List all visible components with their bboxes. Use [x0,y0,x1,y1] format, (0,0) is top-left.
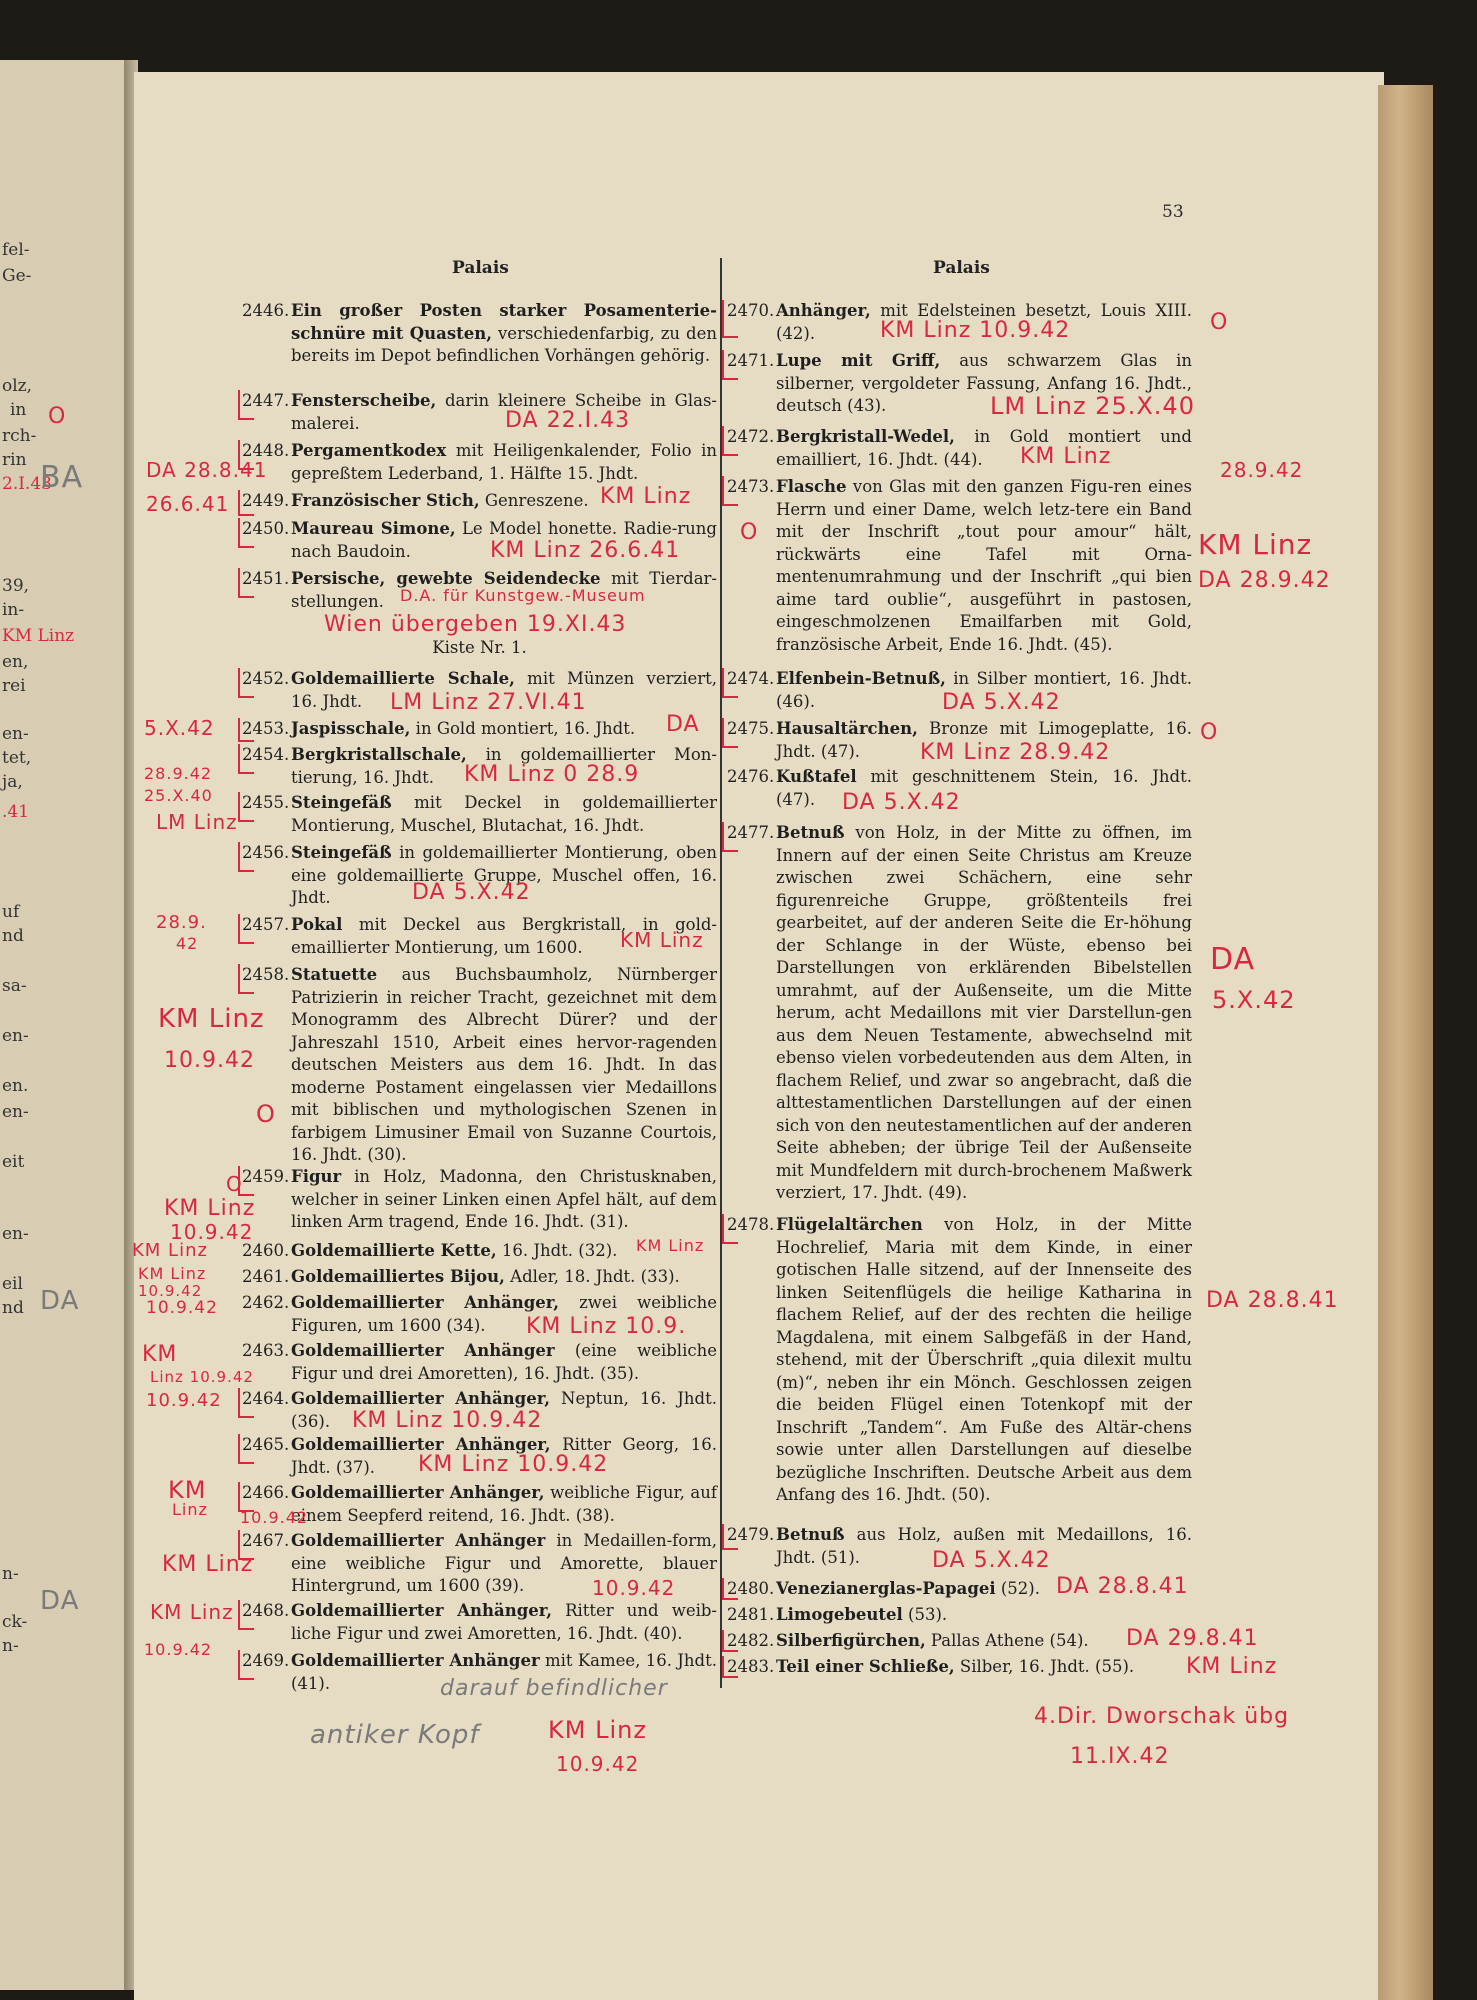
entry-text: von Glas mit den ganzen Figu-ren eines Herrn und einer Dame, welch letz-tere ein Band mit der Inschrift „tout pour amour“ hält, rückwärts eine Tafel mit Orna-mentenumrahmung und der Inschrift „qui bien aime tard oublie“, ausgeführt in pastosen, eingeschmolzenen Emailfarben mit Gold, französische Arbeit, Ende 16. Jhdt. (45). [776,477,1192,654]
entry-text: mit Edelsteinen besetzt, Louis XIII. (42). [776,301,1192,343]
entry-number: 2475. [727,719,775,738]
entry-number: 2448. [242,441,290,460]
handwritten-annotation: DA 28.8.41 [146,458,268,482]
entry-number: 2462. [242,1293,290,1312]
handwritten-annotation: 10.9.42 [240,1508,309,1527]
handwritten-annotation: DA 29.8.41 [1126,1626,1259,1651]
entry-number: 2471. [727,351,775,370]
entry-title: Goldemaillierte Kette, [291,1241,497,1260]
entry-number: 2472. [727,427,775,446]
handwritten-annotation: KM Linz 28.9.42 [920,740,1111,765]
entry-text: in goldemaillierter Mon-tierung, 16. Jhdt. [291,745,717,787]
left-page-text: en- [2,1224,29,1244]
entry-text: Le Model honette. Radie-rung nach Baudoin. [291,519,717,561]
entry-text: Ritter Georg, 16. Jhdt. (37). [291,1435,718,1477]
entry-number: 2446. [242,301,290,320]
entry-text: mit Kamee, 16. Jhdt. (41). [291,1651,717,1693]
entry-title: Betnuß [776,823,845,842]
entry-title: Venezianerglas-Papagei [776,1579,996,1598]
handwritten-annotation: 10.9.42 [556,1752,640,1776]
handwritten-annotation: 4.Dir. Dworschak übg [1034,1704,1290,1729]
left-page-text: n- [2,1564,19,1584]
margin-bracket [238,718,254,742]
entry-title: Betnuß [776,1525,845,1544]
entry-number: 2478. [727,1215,775,1234]
left-page-annotation: 2.I.43 [2,474,52,494]
entry-title: Goldemaillierter Anhänger, [291,1435,551,1454]
circle-mark: O [1210,310,1229,335]
entry-text: mit geschnittenem Stein, 16. Jhdt. (47). [776,767,1192,809]
handwritten-annotation: 5.X.42 [1212,986,1296,1014]
entry-number: 2455. [242,793,290,812]
margin-bracket [238,1650,254,1680]
entry-number: 2477. [727,823,775,842]
handwritten-annotation: DA 5.X.42 [942,690,1061,715]
entry-title: Ein großer Posten starker Posamenterie-schnüre mit Quasten, [291,301,717,343]
entry-text: Adler, 18. Jhdt. (33). [504,1267,680,1286]
page-number: 53 [1162,202,1184,222]
margin-bracket [238,964,254,994]
entry-number: 2459. [242,1167,290,1186]
entry-text: in Silber montiert, 16. Jhdt. (46). [776,669,1192,711]
entry-text: weibliche Figur, auf einem Seepferd reitend, 16. Jhdt. (38). [291,1483,717,1525]
entry-number: 2467. [242,1531,290,1550]
entry-text: mit Heiligenkalender, Folio in gepreßtem Lederband, 1. Hälfte 15. Jhdt. [291,441,717,483]
left-page-text: eil [2,1274,23,1294]
left-page-annotation: .41 [2,802,30,822]
entry-title: Pergamentkodex [291,441,447,460]
margin-bracket [238,518,254,548]
handwritten-annotation: KM Linz 10.9.42 [880,318,1071,343]
handwritten-annotation: DA [666,712,700,737]
entry-title: Goldemaillierte Schale, [291,669,515,688]
entry-number: 2482. [727,1631,775,1650]
entry-number: 2460. [242,1241,290,1260]
margin-bracket [722,668,738,698]
margin-bracket [238,842,254,872]
entry-title: Limogebeutel [776,1605,903,1624]
pencil-annotation: darauf befindlicher [440,1676,668,1701]
entry-text: Pallas Athene (54). [925,1631,1089,1650]
entry-title: Goldemaillierter Anhänger, [291,1601,552,1620]
entry-text: Genreszene. [479,491,589,510]
handwritten-annotation: KM Linz 0 28.9 [464,762,640,787]
left-page-text: en. [2,1076,29,1096]
entry-title: Kußtafel [776,767,857,786]
handwritten-annotation: LM Linz 27.VI.41 [390,690,587,715]
handwritten-annotation: KM Linz 10.9. [526,1314,687,1339]
entry-text: verschiedenfarbig, zu den bereits im Depot befindlichen Vorhängen gehörig. [291,323,717,365]
handwritten-annotation: Linz [172,1500,208,1519]
entry-title: Elfenbein-Betnuß, [776,669,946,688]
margin-bracket [722,350,738,380]
circle-mark: O [48,404,67,429]
entry-text: in Medaillen-form, eine weibliche Figur und Amorette, blauer Hintergrund, um 1600 (39). [291,1531,717,1595]
handwritten-annotation: 10.9.42 [146,1390,222,1411]
left-page-text: en- [2,1026,29,1046]
margin-bracket [238,792,254,822]
margin-bracket [722,1214,738,1244]
entry-text: in Gold montiert und emailliert, 16. Jhdt. (44). [776,427,1192,469]
entry-number: 2447. [242,391,290,410]
left-page-text: sa- [2,976,27,996]
handwritten-annotation: KM Linz [620,928,704,952]
entry-title: Steingefäß [291,793,392,812]
handwritten-annotation: 25.X.40 [144,786,213,805]
entry-title: Persische, gewebte Seidendecke [291,569,601,588]
handwritten-annotation: 10.9.42 [592,1576,676,1600]
entry-title: Goldemaillierter Anhänger, [291,1483,545,1502]
margin-bracket [722,426,738,456]
handwritten-annotation: 10.9.42 [144,1640,213,1659]
handwritten-annotation: D.A. für Kunstgew.-Museum [400,586,646,605]
entry-text: von Holz, in der Mitte zu öffnen, im Innern auf der einen Seite Christus am Kreuze zwischen zwei Schächern, eine sehr figurenreiche Gruppe, größtenteils frei gearbeitet, auf der anderen Seite die Er-höhung der Schlange in der Wüste, ebenso bei Darstellungen von erklärenden Bibelstellen umrahmt, auf der Außenseite, um die Mitte herum, acht Medaillons mit vier Darstellun-gen aus dem Neuen Testamente, abwechselnd mit ebenso vielen vorbedeutenden aus dem Alten, in flachem Relief, und zwar so angebracht, daß die alttestamentlichen Darstellungen auf der einen sich von den neutestamentlichen auf der anderen Seite abheben; der übrige Teil der Außenseite mit Mundfeldern mit durch-brochenem Maßwerk verziert, 17. Jhdt. (49). [776,823,1192,1202]
left-page-text: rch- [2,426,37,446]
margin-bracket [722,718,738,748]
handwritten-annotation: DA 5.X.42 [932,1548,1051,1573]
entry-number: 2454. [242,745,290,764]
entry-text: in goldemaillierter Montierung, oben eine goldemaillierte Gruppe, Muschel offen, 16. Jhdt. [291,843,717,907]
entry-title: Statuette [291,965,378,984]
entry-title: Steingefäß [291,843,392,862]
left-page-text: nd [2,926,24,946]
entry-text: Ritter und weib-liche Figur und zwei Amoretten, 16. Jhdt. (40). [291,1601,718,1643]
left-page-text: uf [2,902,20,922]
handwritten-annotation: 28.9. [156,912,207,933]
handwritten-annotation: KM Linz [1186,1654,1278,1679]
handwritten-annotation: DA [1210,942,1256,977]
left-page-text: rei [2,676,26,696]
entry-text: 16. Jhdt. (32). [496,1241,618,1260]
handwritten-annotation: KM Linz [1020,444,1112,469]
margin-bracket [238,568,254,598]
margin-bracket [238,490,254,516]
handwritten-annotation: 5.X.42 [144,716,215,740]
entry-number: 2480. [727,1579,775,1598]
handwritten-annotation: KM Linz [600,484,692,509]
entry-number: 2453. [242,719,290,738]
handwritten-annotation: 10.9.42 [146,1298,218,1318]
column-divider [720,258,722,1688]
entry-text: mit Deckel aus Bergkristall, in gold-emaillierter Montierung, um 1600. [291,915,717,957]
margin-bracket [238,744,254,774]
entry-title: Anhänger, [776,301,871,320]
entry-text: Bronze mit Limogeplatte, 16. Jhdt. (47). [776,719,1192,761]
catalog-entry [242,1166,717,1234]
margin-bracket [238,1600,254,1630]
entry-number: 2449. [242,491,290,510]
entry-text: Neptun, 16. Jhdt. (36). [291,1389,717,1431]
catalog-entry [727,1604,1192,1627]
handwritten-annotation: DA 5.X.42 [412,880,531,905]
left-page-text: in [10,400,27,420]
handwritten-annotation: KM Linz 10.9.42 [418,1452,609,1477]
entry-number: 2465. [242,1435,290,1454]
handwritten-annotation: 28.9.42 [1220,458,1304,482]
circle-mark: O [740,520,759,545]
entry-title: Goldemaillierter Anhänger, [291,1293,559,1312]
entry-text: mit Tierdar-stellungen. [291,569,717,611]
handwritten-annotation: KM [142,1342,178,1367]
handwritten-annotation: KM Linz 26.6.41 [490,538,681,563]
handwritten-annotation: KM Linz [162,1552,254,1577]
left-page-text: 39, [2,576,30,596]
entry-title: Goldemailliertes Bijou, [291,1267,505,1286]
handwritten-annotation: 10.9.42 [170,1220,254,1244]
handwritten-annotation: KM Linz [158,1004,265,1034]
catalog-entry [242,1482,717,1527]
margin-bracket [722,1524,738,1550]
entry-number: 2469. [242,1651,290,1670]
entry-number: 2457. [242,915,290,934]
left-page-text: rin [2,450,27,470]
catalog-entry [727,426,1192,471]
entry-number: 2466. [242,1483,290,1502]
entry-title: Goldemaillierter Anhänger [291,1651,540,1670]
entry-number: 2461. [242,1267,290,1286]
left-page-text: nd [2,1298,24,1318]
left-column-heading: Palais [452,258,509,278]
left-page-text: en- [2,724,29,744]
entry-number: 2468. [242,1601,290,1620]
handwritten-annotation: KM Linz [138,1264,207,1283]
margin-bracket [722,300,738,338]
handwritten-annotation: 10.9.42 [164,1048,255,1073]
catalog-entry [727,476,1192,656]
margin-bracket [722,1578,738,1600]
handwritten-annotation: 10.9.42 [138,1282,203,1300]
catalog-entry [242,1340,717,1385]
handwritten-annotation: KM Linz [150,1600,234,1624]
handwritten-annotation: KM [168,1476,207,1504]
entry-text: aus Holz, außen mit Medaillons, 16. Jhdt. (51). [776,1525,1192,1567]
entry-number: 2481. [727,1605,775,1624]
handwritten-annotation: DA 28.8.41 [1056,1574,1189,1599]
left-page-text: fel- [2,240,30,260]
entry-title: Lupe mit Griff, [776,351,941,370]
entry-number: 2456. [242,843,290,862]
catalog-entry [242,390,717,435]
entry-text: Silber, 16. Jhdt. (55). [954,1657,1135,1676]
margin-bracket [722,476,738,506]
entry-number: 2463. [242,1341,290,1360]
left-page-text: in- [2,600,25,620]
entry-title: Französischer Stich, [291,491,480,510]
left-page-text: en, [2,652,29,672]
catalog-entry [727,1630,1192,1653]
kiste-heading: Kiste Nr. 1. [432,638,527,657]
handwritten-annotation: DA 28.8.41 [1206,1288,1339,1313]
margin-bracket [722,822,738,852]
catalog-entry [242,792,717,837]
handwritten-annotation: DA 22.I.43 [505,408,631,433]
entry-number: 2473. [727,477,775,496]
catalog-entry [727,1214,1192,1507]
entry-text: darin kleinere Scheibe in Glas-malerei. [291,391,717,433]
handwritten-annotation: KM Linz [164,1196,256,1221]
handwritten-annotation: LM Linz 25.X.40 [990,392,1195,420]
right-column-heading: Palais [933,258,990,278]
entry-title: Goldemaillierter Anhänger, [291,1389,550,1408]
handwritten-annotation: KM Linz [132,1240,208,1261]
entry-title: Bergkristall-Wedel, [776,427,955,446]
entry-text: mit Münzen verziert, 16. Jhdt. [291,669,718,711]
entry-title: Fensterscheibe, [291,391,437,410]
entry-title: Maureau Simone, [291,519,456,538]
margin-bracket [238,668,254,698]
margin-pencil-note: BA [40,460,84,495]
entry-number: 2483. [727,1657,775,1676]
margin-pencil-note: DA [40,1586,80,1616]
entry-title: Hausaltärchen, [776,719,918,738]
entry-number: 2479. [727,1525,775,1544]
entry-text: in Holz, Madonna, den Christusknaben, welcher in seiner Linken einen Apfel hält, auf dem linken Arm tragend, Ende 16. Jhdt. (31). [291,1167,717,1231]
entry-text: in Gold montiert, 16. Jhdt. [410,719,636,738]
entry-number: 2464. [242,1389,290,1408]
entry-number: 2470. [727,301,775,320]
handwritten-annotation: Wien übergeben 19.XI.43 [324,612,627,637]
margin-bracket [238,914,254,944]
entry-text: zwei weibliche Figuren, um 1600 (34). [291,1293,718,1335]
catalog-entry [242,1600,717,1645]
handwritten-annotation: KM Linz 10.9.42 [352,1408,543,1433]
catalog-entry [242,964,717,1167]
left-page-text: en- [2,1102,29,1122]
catalog-entry [727,1656,1192,1679]
handwritten-annotation: 28.9.42 [144,764,213,783]
entry-text: aus Buchsbaumholz, Nürnberger Patrizierin in reicher Tracht, gezeichnet mit dem Monogramm des Albrecht Dürer? und der Jahreszahl 1510, Arbeit eines hervor-ragenden deutschen Meisters aus dem 16. Jhdt. In das moderne Postament eingelassen vier Medaillons mit biblischen und mythologischen Szenen in farbigem Limusiner Email von Suzanne Courtois, 16. Jhdt. (30). [291,965,717,1164]
left-page-text: ja, [2,772,23,792]
left-page-annotation: KM Linz [2,626,75,646]
entry-number: 2458. [242,965,290,984]
circle-mark: O [1200,720,1219,745]
left-page-text: olz, [2,376,33,396]
entry-text: (eine weibliche Figur und drei Amoretten), 16. Jhdt. (35). [291,1341,717,1383]
catalog-entry [242,300,717,368]
entry-title: Goldemaillierter Anhänger [291,1531,546,1550]
catalog-entry [242,440,717,485]
circle-mark: O [256,1100,276,1128]
margin-bracket [722,1656,738,1678]
margin-bracket [238,390,254,420]
pencil-annotation: antiker Kopf [310,1720,480,1750]
handwritten-annotation: DA 28.9.42 [1198,568,1331,593]
entry-number: 2476. [727,767,775,786]
handwritten-annotation: DA 5.X.42 [842,790,961,815]
entry-text: von Holz, in der Mitte Hochrelief, Maria mit dem Kinde, in einer gotischen Halle sitzend, auf der Innenseite des linken Seitenflügels die heilige Katharina in flachem Relief, auf der des rechten die heilige Magdalena, mit einem Salbgefäß in der Hand, stehend, mit der Überschrift „quia dilexit multu (m)“, neben ihr ein Mönch. Geschlossen zeigen die beiden Flügel einen Totenkopf mit der Inschrift „Tandem“. Am Fuße des Altär-chens sowie unter allen Darstellungen auf dieselbe bezügliche Inschriften. Deutsche Arbeit aus dem Anfang des 16. Jhdt. (50). [776,1215,1192,1504]
entry-title: Jaspisschale, [291,719,411,738]
entry-text: mit Deckel in goldemaillierter Montierung, Muschel, Blutachat, 16. Jhdt. [291,793,717,835]
entry-title: Bergkristallschale, [291,745,467,764]
margin-bracket [722,1630,738,1652]
left-page-text: n- [2,1636,19,1656]
handwritten-annotation: KM Linz [636,1236,705,1255]
left-page-fragment [0,60,128,1990]
left-page-text: Ge- [2,266,32,286]
entry-title: Teil einer Schließe, [776,1657,955,1676]
entry-number: 2451. [242,569,290,588]
entry-number: 2450. [242,519,290,538]
handwritten-annotation: 11.IX.42 [1070,1744,1170,1769]
entry-title: Flügelaltärchen [776,1215,923,1234]
book-edge [1378,85,1433,2000]
handwritten-annotation: 26.6.41 [146,492,230,516]
entry-text: (53). [902,1605,948,1624]
left-page-text: tet, [2,748,32,768]
catalog-entry [727,822,1192,1205]
margin-pencil-note: DA [40,1286,80,1316]
catalog-entry [242,718,717,741]
entry-number: 2452. [242,669,290,688]
handwritten-annotation: KM Linz [548,1716,647,1744]
left-page-text: ck- [2,1612,28,1632]
entry-title: Figur [291,1167,342,1186]
entry-title: Silberfigürchen, [776,1631,926,1650]
entry-title: Pokal [291,915,343,934]
handwritten-annotation: LM Linz [156,810,238,834]
handwritten-annotation: KM Linz [1198,528,1313,561]
handwritten-annotation: 42 [176,934,199,953]
handwritten-annotation: Linz 10.9.42 [150,1368,254,1386]
margin-bracket [238,1388,254,1418]
entry-number: 2474. [727,669,775,688]
entry-title: Goldemaillierter Anhänger [291,1341,555,1360]
circle-mark: O [226,1172,243,1196]
left-page-text: eit [2,1152,25,1172]
entry-text: (52). [995,1579,1040,1598]
catalog-entry [242,1266,717,1289]
margin-bracket [238,1434,254,1464]
entry-text: aus schwarzem Glas in silberner, vergoldeter Fassung, Anfang 16. Jhdt., deutsch (43). [776,351,1192,415]
entry-title: Flasche [776,477,847,496]
